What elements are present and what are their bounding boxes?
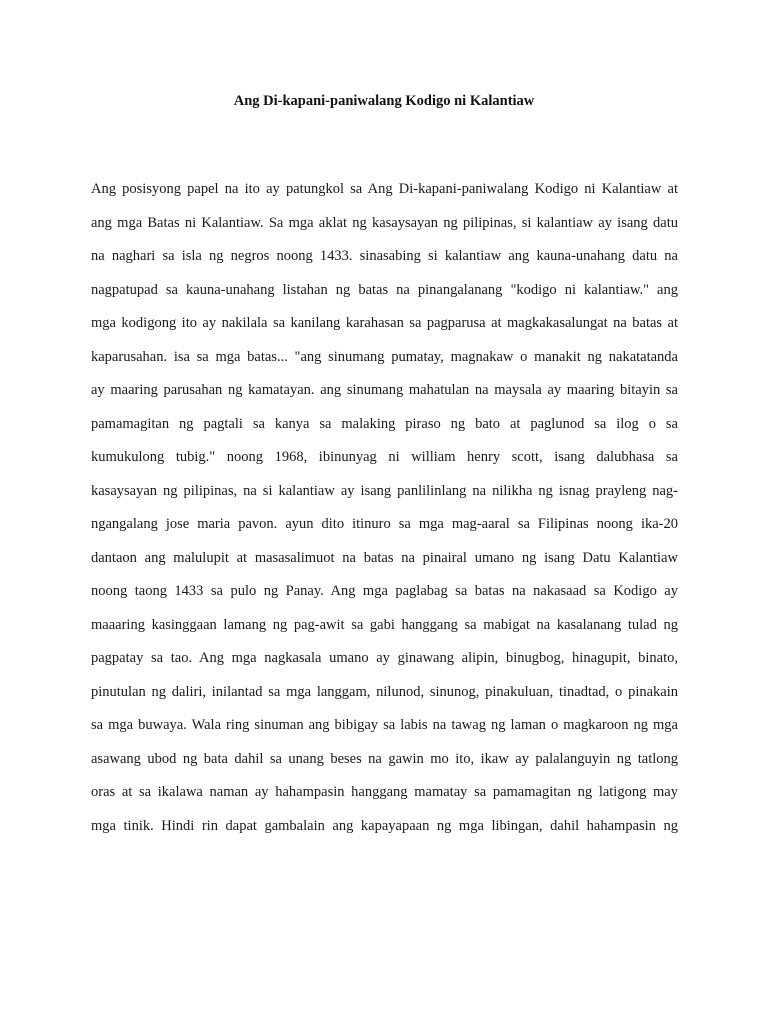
body-line: na naghari sa isla ng negros noong 1433. sinasabing si kalantiaw ang kauna-unahang datu na bbox=[91, 248, 678, 264]
body-line: dantaon ang malulupit at masasalimuot na batas na pinairal umano ng isang Datu Kalantiaw bbox=[91, 549, 678, 566]
body-line: ay maaring parusahan ng kamatayan. ang sinumang mahatulan na maysala ay maaring bitayin sa bbox=[91, 382, 678, 398]
body-line: kasaysayan ng pilipinas, na si kalantiaw ay isang panlilinlang na nilikha ng isnag prayleng nag- bbox=[91, 482, 678, 499]
body-line: pinutulan ng daliri, inilantad sa mga langgam, nilunod, sinunog, pinakuluan, tinadtad, o pinakain bbox=[91, 683, 678, 700]
body-line: noong taong 1433 sa pulo ng Panay. Ang mga paglabag sa batas na nakasaad sa Kodigo ay bbox=[91, 583, 678, 599]
body-line: kaparusahan. isa sa mga batas... "ang sinumang pumatay, magnakaw o manakit ng nakatatanda bbox=[91, 348, 678, 365]
document-title: Ang Di-kapani-paniwalang Kodigo ni Kalantiaw bbox=[233, 93, 535, 109]
body-line: mga tinik. Hindi rin dapat gambalain ang kapayapaan ng mga libingan, dahil hahampasin ng bbox=[91, 817, 678, 834]
body-line: Ang posisyong papel na ito ay patungkol sa Ang Di-kapani-paniwalang Kodigo ni Kalantiaw at bbox=[91, 181, 678, 197]
body-line: maaaring kasinggaan lamang ng pag-awit sa gabi hanggang sa mabigat na kasalanang tulad ng bbox=[91, 616, 678, 633]
body-line: kumukulong tubig." noong 1968, ibinunyag ni william henry scott, isang dalubhasa sa bbox=[91, 449, 678, 465]
body-line: oras at sa ikalawa naman ay hahampasin hanggang mamatay sa pamamagitan ng latigong may bbox=[91, 784, 678, 800]
document-body bbox=[91, 178, 678, 848]
body-line: sa mga buwaya. Wala ring sinuman ang bibigay sa labis na tawag ng laman o magkaroon ng mga bbox=[91, 717, 678, 733]
body-line: mga kodigong ito ay nakilala sa kanilang karahasan sa pagparusa at magkakasalungat na batas at bbox=[91, 315, 678, 331]
body-line: ang mga Batas ni Kalantiaw. Sa mga aklat ng kasaysayan ng pilipinas, si kalantiaw ay isang datu bbox=[91, 214, 678, 231]
body-line: pamamagitan ng pagtali sa kanya sa malaking piraso ng bato at paglunod sa ilog o sa bbox=[91, 415, 678, 432]
body-line: pagpatay sa tao. Ang mga nagkasala umano ay ginawang alipin, binugbog, hinagupit, binato, bbox=[91, 650, 678, 666]
body-line: nagpatupad sa kauna-unahang listahan ng batas na pinangalanang "kodigo ni kalantiaw." ang bbox=[91, 281, 678, 298]
body-line: ngangalang jose maria pavon. ayun dito itinuro sa mga mag-aaral sa Filipinas noong ika-20 bbox=[91, 516, 678, 532]
body-line: asawang ubod ng bata dahil sa unang beses na gawin mo ito, ikaw ay palalanguyin ng tatlong bbox=[91, 750, 678, 767]
